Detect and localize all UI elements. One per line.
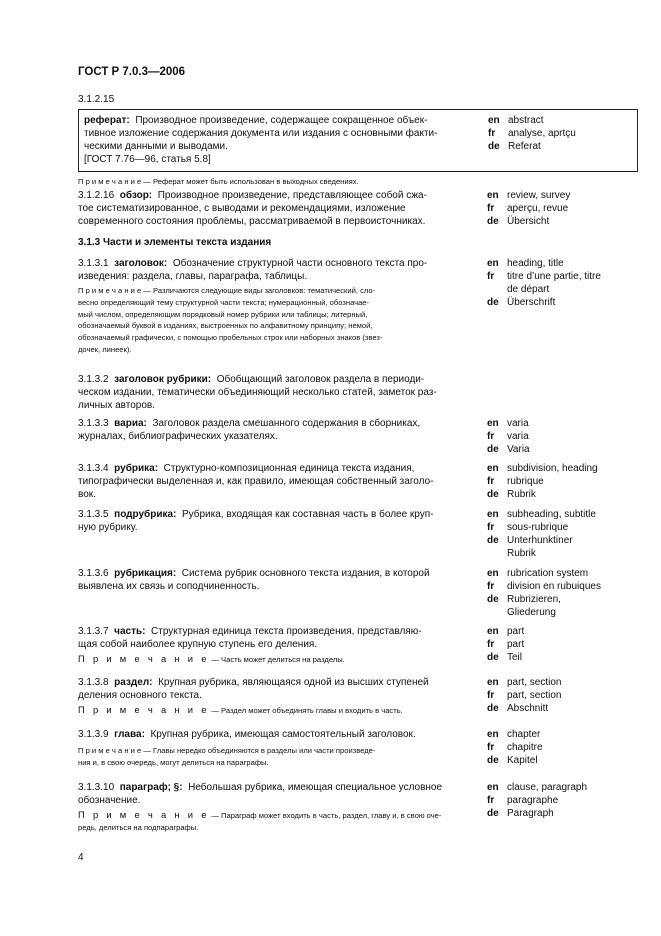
clause-number: 3.1.3.10: [78, 782, 115, 793]
definition-line: ческом издании, тематически объединяющий несколько статей, заметок раз-: [78, 387, 437, 398]
lang-code: de: [487, 216, 499, 227]
lang-code: de: [487, 703, 499, 714]
clause-number: 3.1.3.9: [78, 729, 109, 740]
equivalent: Varia: [507, 444, 530, 455]
source-reference: [ГОСТ 7.76—96, статья 5.8]: [84, 154, 211, 165]
equivalent: sous-rubrique: [507, 522, 569, 533]
lang-code: fr: [487, 522, 495, 533]
term-entry-razdel: [78, 676, 638, 717]
note-line: весно определяющий тему структурной части текста; нумерационный, обозначае-: [78, 297, 370, 307]
equivalent: Rubrik: [507, 548, 536, 559]
definition-line: Крупная рубрика, имеющая самостоятельный заголовок.: [150, 729, 416, 740]
term-entry-zagolovok: [78, 257, 638, 356]
term-name: рубрикация:: [114, 568, 177, 579]
clause-number: 3.1.2.15: [78, 94, 115, 105]
note-body: редь, делиться на подпараграфы.: [78, 822, 199, 832]
lang-code: de: [488, 141, 500, 152]
foreign-equivalents: [487, 625, 637, 664]
lang-code: en: [487, 463, 499, 474]
note-label: П р и м е ч а н и е: [78, 809, 210, 820]
foreign-equivalents: [487, 189, 637, 228]
term-entry-glava: [78, 728, 638, 769]
document-header: ГОСТ Р 7.0.3—2006: [78, 66, 186, 78]
definition-line: выявлена их связь и соподчиненность.: [78, 581, 260, 592]
clause-number: 3.1.3.1: [78, 258, 109, 269]
term-entry-varia: [78, 417, 638, 455]
note-line: П р и м е ч а н и е — Различаются следующие виды заголовков: тематический, сло-: [78, 286, 376, 295]
definition-line: Рубрика, входящая как составная часть в более круп-: [181, 509, 434, 520]
equivalent: heading, title: [507, 258, 564, 269]
note-text: [78, 809, 476, 834]
definition-line: изведения: раздела, главы, параграфа, таблицы.: [78, 271, 308, 282]
term-entry-zagolovok-rubriki: [78, 373, 638, 412]
term-name: заголовок:: [114, 258, 168, 269]
equivalent: review, survey: [507, 190, 571, 201]
note-label: П р и м е ч а н и е: [78, 653, 210, 664]
clause-number: 3.1.3.3: [78, 418, 109, 429]
equivalent: Rubrizieren,: [507, 594, 561, 605]
term-name: реферат:: [84, 115, 130, 126]
definition-line: тивное изложение содержания документа или издания с основными факти-: [84, 128, 438, 139]
foreign-equivalents: [487, 257, 637, 309]
equivalent: titre d’une partie, titre: [507, 271, 601, 282]
note-text: П р и м е ч а н и е — Реферат может быть использован в выходных сведениях.: [78, 177, 359, 186]
lang-code: en: [487, 677, 499, 688]
equivalent: de départ: [507, 284, 550, 295]
foreign-equivalents: [487, 567, 637, 619]
page-number: 4: [78, 852, 84, 863]
term-name: часть:: [114, 626, 146, 637]
equivalent: part, section: [507, 677, 562, 688]
term-name: подрубрика:: [114, 509, 177, 520]
equivalent: Rubrik: [507, 489, 536, 500]
equivalent: Teil: [507, 652, 523, 663]
clause-number: 3.1.3.4: [78, 463, 109, 474]
lang-code: fr: [488, 128, 496, 139]
term-entry-chast: [78, 625, 638, 666]
note-line: П р и м е ч а н и е — Главы нередко объединяются в разделы или части произведе-: [78, 746, 376, 755]
lang-code: en: [487, 626, 499, 637]
lang-code: de: [487, 808, 499, 819]
equivalent: Überschrift: [507, 297, 556, 308]
note-text: [78, 285, 476, 356]
definition-line: ческими данными и выводами.: [84, 141, 228, 152]
clause-number: 3.1.3.7: [78, 626, 109, 637]
definition-line: ную рубрику.: [78, 522, 138, 533]
lang-code: fr: [487, 271, 495, 282]
note-body: — Часть может делиться на разделы.: [209, 655, 345, 664]
definition-line: Заголовок раздела смешанного содержания в сборниках,: [152, 418, 421, 429]
note-line: обозначаемый буквой в изданиях, выстроенных по алфавитному принципу; немой,: [78, 321, 373, 331]
lang-code: fr: [487, 795, 495, 806]
lang-code: en: [488, 115, 500, 126]
lang-code: en: [487, 509, 499, 520]
lang-code: fr: [487, 431, 495, 442]
note-body: — Параграф может входить в часть, раздел, главу и, в свою оче-: [209, 811, 442, 820]
equivalent: part: [507, 626, 525, 637]
foreign-equivalents: [487, 417, 637, 456]
equivalent: Referat: [508, 141, 541, 152]
equivalent: clause, paragraph: [507, 782, 588, 793]
definition-line: обозначение.: [78, 795, 141, 806]
definition-line: Структурная единица текста произведения, представляю-: [151, 626, 422, 637]
term-entry-podrubrika: [78, 508, 638, 559]
equivalent: varia: [507, 431, 529, 442]
definition-line: вок.: [78, 489, 96, 500]
foreign-equivalents: [488, 114, 638, 153]
equivalent: Unterhunktiner: [507, 535, 573, 546]
equivalent: Kapitel: [507, 755, 538, 766]
lang-code: fr: [487, 742, 495, 753]
definition-line: Производное произведение, представляющее собой сжа-: [157, 190, 427, 201]
note-line: обозначаемый графически, с помощью пробельных строк или наборных знаков (звез-: [78, 333, 383, 343]
term-definition: [84, 114, 476, 166]
definition-line: Структурно-композиционная единица текста издания,: [163, 463, 415, 474]
lang-code: de: [487, 652, 499, 663]
lang-code: en: [487, 190, 499, 201]
lang-code: en: [487, 782, 499, 793]
lang-code: [487, 606, 507, 619]
equivalent: part: [507, 639, 525, 650]
lang-code: en: [487, 258, 499, 269]
definition-line: Обобщающий заголовок раздела в периоди-: [216, 374, 425, 385]
definition-line: Система рубрик основного текста издания, в которой: [181, 568, 430, 579]
lang-code: fr: [487, 476, 495, 487]
term-name: обзор:: [119, 190, 153, 201]
definition-line: тое систематизированное, с выводами и рекомендациями, изложение: [78, 203, 406, 214]
note-line: ния и, в свою очередь, могут делиться на параграфы.: [78, 757, 269, 767]
note-text: [78, 704, 476, 717]
equivalent: subheading, subtitle: [507, 509, 596, 520]
definition-line: Производное произведение, содержащее сокращенное объек-: [135, 115, 428, 126]
term-name: заголовок рубрики:: [114, 374, 212, 385]
lang-code: de: [487, 444, 499, 455]
lang-code: de: [487, 297, 499, 308]
term-entry-rubrikacia: [78, 567, 638, 618]
lang-code: de: [487, 594, 499, 605]
term-box-referat: [78, 109, 638, 172]
term-name: рубрика:: [114, 463, 159, 474]
equivalent: division en rubuiques: [507, 581, 601, 592]
equivalent: Gliederung: [507, 607, 556, 618]
lang-code: de: [487, 755, 499, 766]
term-name: раздел:: [114, 677, 153, 688]
clause-number: 3.1.3.2: [78, 374, 109, 385]
definition-line: Крупная рубрика, являющаяся одной из высших ступеней: [158, 677, 429, 688]
lang-code: en: [487, 729, 499, 740]
equivalent: chapter: [507, 729, 541, 740]
term-name: вариа:: [114, 418, 147, 429]
definition-line: деления основного текста.: [78, 690, 202, 701]
foreign-equivalents: [487, 508, 637, 560]
equivalent: part, section: [507, 690, 562, 701]
foreign-equivalents: [487, 781, 637, 820]
note-label: П р и м е ч а н и е: [78, 704, 210, 715]
lang-code: fr: [487, 690, 495, 701]
equivalent: chapitre: [507, 742, 543, 753]
clause-number: 3.1.3.6: [78, 568, 109, 579]
note-line: дочек, линеек).: [78, 344, 132, 354]
lang-code: en: [487, 418, 499, 429]
definition-line: современного состояния проблемы, рассматриваемой в первоисточниках.: [78, 216, 426, 227]
definition-line: Небольшая рубрика, имеющая специальное условное: [188, 782, 443, 793]
foreign-equivalents: [487, 462, 637, 501]
definition-line: личных авторов.: [78, 400, 156, 411]
note: [78, 174, 638, 188]
note-body: — Раздел может объединять главы и входить в часть.: [209, 706, 403, 715]
equivalent: Abschnitt: [507, 703, 549, 714]
equivalent: paragraphe: [507, 795, 559, 806]
term-entry-paragraf: [78, 781, 638, 834]
clause-number: 3.1.2.16: [78, 190, 115, 201]
note-line: мый числом, определяющим порядковый номер рубрики или таблицы; литерный,: [78, 309, 368, 319]
equivalent: Paragraph: [507, 808, 554, 819]
lang-code: en: [487, 568, 499, 579]
equivalent: abstract: [508, 115, 544, 126]
definition-line: типографически выделенная и, как правило, имеющая собственный заголо-: [78, 476, 434, 487]
clause-number: 3.1.3.5: [78, 509, 109, 520]
term-name: глава:: [114, 729, 145, 740]
lang-code: fr: [487, 203, 495, 214]
lang-code: fr: [487, 581, 495, 592]
section-title: 3.1.3 Части и элементы текста издания: [78, 237, 272, 248]
equivalent: analyse, aprtçu: [508, 128, 576, 139]
clause-number: 3.1.3.8: [78, 677, 109, 688]
equivalent: rubrique: [507, 476, 544, 487]
definition-line: щая собой наиболее крупную ступень его деления.: [78, 639, 318, 650]
equivalent: rubrication system: [507, 568, 589, 579]
lang-code: de: [487, 535, 499, 546]
foreign-equivalents: [487, 676, 637, 715]
term-name: параграф; §:: [119, 782, 183, 793]
lang-code: [487, 547, 507, 560]
foreign-equivalents: [487, 728, 637, 767]
equivalent: Übersicht: [507, 216, 550, 227]
equivalent: aperçu, revue: [507, 203, 569, 214]
lang-code: de: [487, 489, 499, 500]
definition-line: журналах, библиографических указателях.: [78, 431, 278, 442]
equivalent: varia: [507, 418, 529, 429]
lang-code: fr: [487, 639, 495, 650]
term-entry-obzor: [78, 189, 638, 228]
definition-line: Обозначение структурной части основного текста про-: [172, 258, 428, 269]
note-text: [78, 745, 476, 769]
term-entry-rubrika: [78, 462, 638, 501]
lang-code: [487, 283, 507, 296]
equivalent: subdivision, heading: [507, 463, 598, 474]
note-text: [78, 653, 476, 666]
